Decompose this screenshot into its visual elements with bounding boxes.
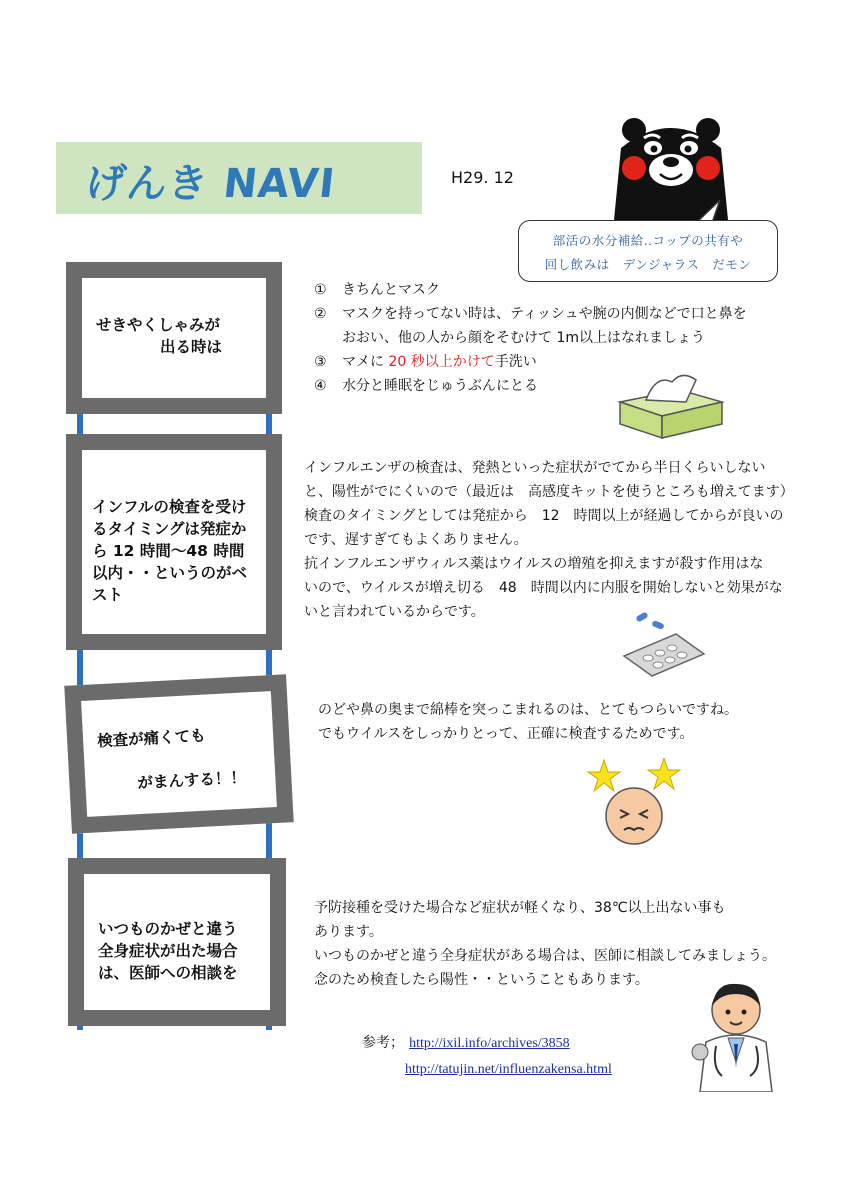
section-3-title-line2: がまんする！！ <box>137 768 247 793</box>
list-number: ③ <box>314 354 327 370</box>
paragraph-line: のどや鼻の奥まで綿棒を突っこまれるのは、とてもつらいですね。 <box>318 702 738 718</box>
paragraph-line: いと言われているからです。 <box>304 604 485 620</box>
reference-link-1[interactable]: http://ixil.info/archives/3858 <box>409 1036 570 1051</box>
section-2-box <box>66 434 282 650</box>
list-number: ① <box>314 282 327 298</box>
section-1-title-line2: 出る時は <box>160 338 223 356</box>
paragraph-line: 念のため検査したら陽性・・ということもあります。 <box>314 972 649 988</box>
page-title: げんき NAVI <box>83 161 338 207</box>
list-item <box>314 326 784 350</box>
list-text: 水分と睡眠をじゅうぶんにとる <box>342 378 538 394</box>
list-text: マスクを持ってない時は、ティッシュや腕の内側などで口と鼻を <box>342 306 747 322</box>
reference-block <box>362 1032 570 1052</box>
paragraph-line: あります。 <box>314 924 383 940</box>
doctor-icon <box>686 972 786 1092</box>
section-2-title-line1: インフルの検査を受け <box>92 498 247 516</box>
medicine-pills-icon <box>618 612 708 680</box>
paragraph-line: と、陽性がでにくいので（最近は 高感度キットを使うところも増えてます） <box>304 484 794 500</box>
paragraph-line: でもウイルスをしっかりとって、正確に検査するためです。 <box>318 726 694 742</box>
paragraph-line: です、遅すぎてもよくありません。 <box>304 532 528 548</box>
section-3-paragraph <box>318 698 788 746</box>
list-item <box>314 278 784 302</box>
list-text: きちんとマスク <box>342 282 440 298</box>
paragraph-line: 予防接種を受けた場合など症状が軽くなり、38℃以上出ない事も <box>314 900 726 916</box>
title-banner <box>56 142 422 214</box>
section-1-title-line1: せきやくしゃみが <box>96 316 221 334</box>
section-1-box <box>66 262 282 414</box>
reference-block-2 <box>405 1058 612 1078</box>
list-number: ④ <box>314 378 327 394</box>
reference-link-2[interactable]: http://tatujin.net/influenzakensa.html <box>405 1062 612 1077</box>
section-3-title-line1: 検査が痛くても <box>96 726 207 751</box>
section-4-box <box>68 858 286 1026</box>
section-2-title-line3: ら 12 時間～48 時間 <box>92 542 245 560</box>
list-number: ② <box>314 306 327 322</box>
section-3-box <box>64 674 293 833</box>
section-4-title-line3: は、医師への相談を <box>98 964 238 982</box>
list-item <box>314 302 784 326</box>
paragraph-line: いので、ウイルスが増え切る 48 時間以内に内服を開始しないと効果がな <box>304 580 783 596</box>
paragraph-line: いつものかぜと違う全身症状がある場合は、医師に相談してみましょう。 <box>314 948 776 964</box>
paragraph-line: 検査のタイミングとしては発症から 12 時間以上が経過してからが良いの <box>304 508 784 524</box>
issue-date: H29. 12 <box>451 168 514 187</box>
tissue-box-icon <box>616 368 726 440</box>
section-2-title-line2: るタイミングは発症か <box>92 520 247 538</box>
section-2-title-line4: 以内・・というのがベ <box>92 564 248 582</box>
list-number <box>314 326 342 350</box>
section-4-title-line1: いつものかぜと違う <box>98 920 238 938</box>
list-text: 手洗い <box>494 354 537 370</box>
reference-label: 参考； <box>362 1036 404 1051</box>
pained-face-icon <box>584 758 684 848</box>
section-2-paragraph <box>304 456 794 624</box>
highlight-text: 20 秒以上かけて <box>388 354 495 370</box>
speech-bubble <box>518 220 778 282</box>
list-text: おおい、他の人から顔をそむけて 1m以上はなれましょう <box>342 330 705 346</box>
bubble-line-2: 回し飲みは デンジャラス だモン <box>544 257 752 272</box>
bubble-line-1: 部活の水分補給‥コップの共有や <box>552 233 744 248</box>
section-2-title-line5: スト <box>92 586 124 604</box>
section-4-title-line2: 全身症状が出た場合 <box>98 942 238 960</box>
paragraph-line: インフルエンザの検査は、発熱といった症状がでてから半日くらいしない <box>304 460 766 476</box>
paragraph-line: 抗インフルエンザウィルス薬はウイルスの増殖を抑えますが殺す作用はな <box>304 556 764 572</box>
list-text: マメに <box>342 354 389 370</box>
